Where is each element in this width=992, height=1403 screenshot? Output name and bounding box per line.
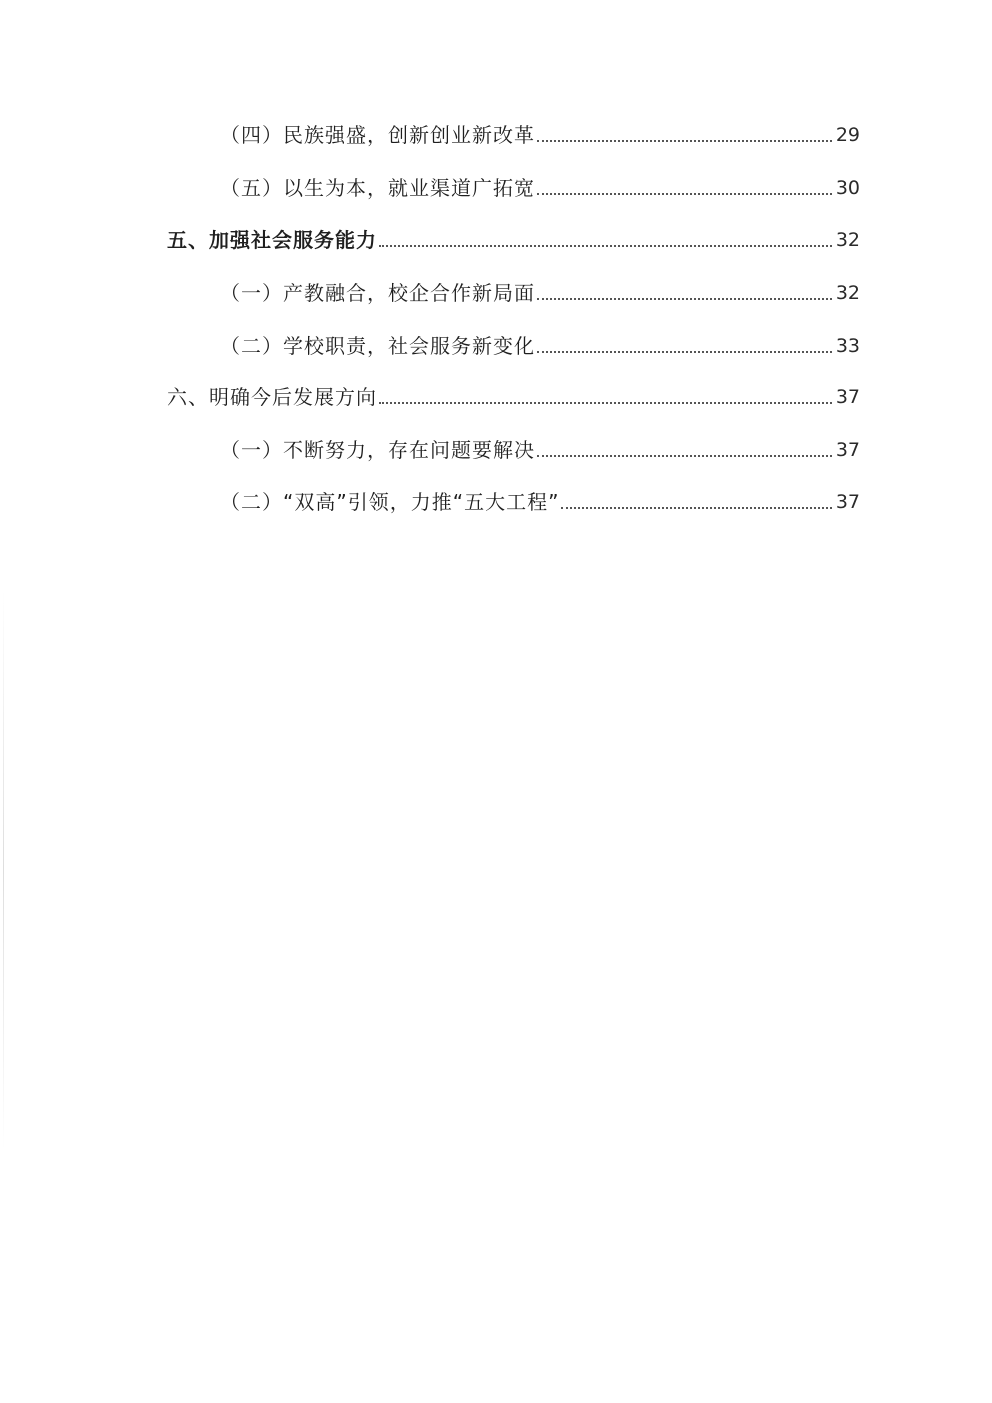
toc-dot-leader (379, 245, 832, 247)
toc-entry-6-2[interactable] (220, 487, 860, 517)
toc-page-number: 30 (835, 177, 860, 199)
toc-entry-title: 五、加强社会服务能力 (167, 228, 377, 252)
toc-entry-4-5[interactable] (220, 173, 860, 203)
toc-entry-title: （五）以生为本，就业渠道广拓宽 (220, 176, 535, 200)
toc-dot-leader (537, 193, 832, 195)
toc-entry-title: （四）民族强盛，创新创业新改革 (220, 123, 535, 147)
toc-entry-section-5[interactable] (167, 225, 860, 255)
toc-page-number: 37 (835, 491, 860, 513)
toc-page-number: 29 (835, 124, 860, 146)
toc-dot-leader (537, 298, 832, 300)
toc-dot-leader (379, 402, 832, 404)
toc-entry-5-1[interactable] (220, 278, 860, 308)
toc-entry-title: （一）不断努力，存在问题要解决 (220, 438, 535, 462)
toc-page-number: 37 (835, 386, 860, 408)
toc-entry-4-4[interactable] (220, 120, 860, 150)
toc-page-number: 32 (835, 229, 860, 251)
toc-entry-title: （一）产教融合，校企合作新局面 (220, 281, 535, 305)
toc-dot-leader (537, 140, 832, 142)
toc-dot-leader (537, 351, 832, 353)
toc-page-number: 32 (835, 282, 860, 304)
toc-entry-title: （二）“双高”引领，力推“五大工程” (220, 490, 560, 514)
scan-edge-shadow (3, 590, 4, 1150)
toc-entry-6-1[interactable] (220, 435, 860, 465)
toc-entry-5-2[interactable] (220, 331, 860, 361)
toc-page-number: 33 (835, 335, 860, 357)
toc-dot-leader (537, 455, 832, 457)
toc-dot-leader (561, 507, 831, 509)
toc-entry-title: （二）学校职责，社会服务新变化 (220, 334, 535, 358)
toc-entry-title: 六、明确今后发展方向 (167, 385, 377, 409)
toc-page-number: 37 (835, 439, 860, 461)
toc-entry-section-6[interactable] (167, 382, 860, 412)
